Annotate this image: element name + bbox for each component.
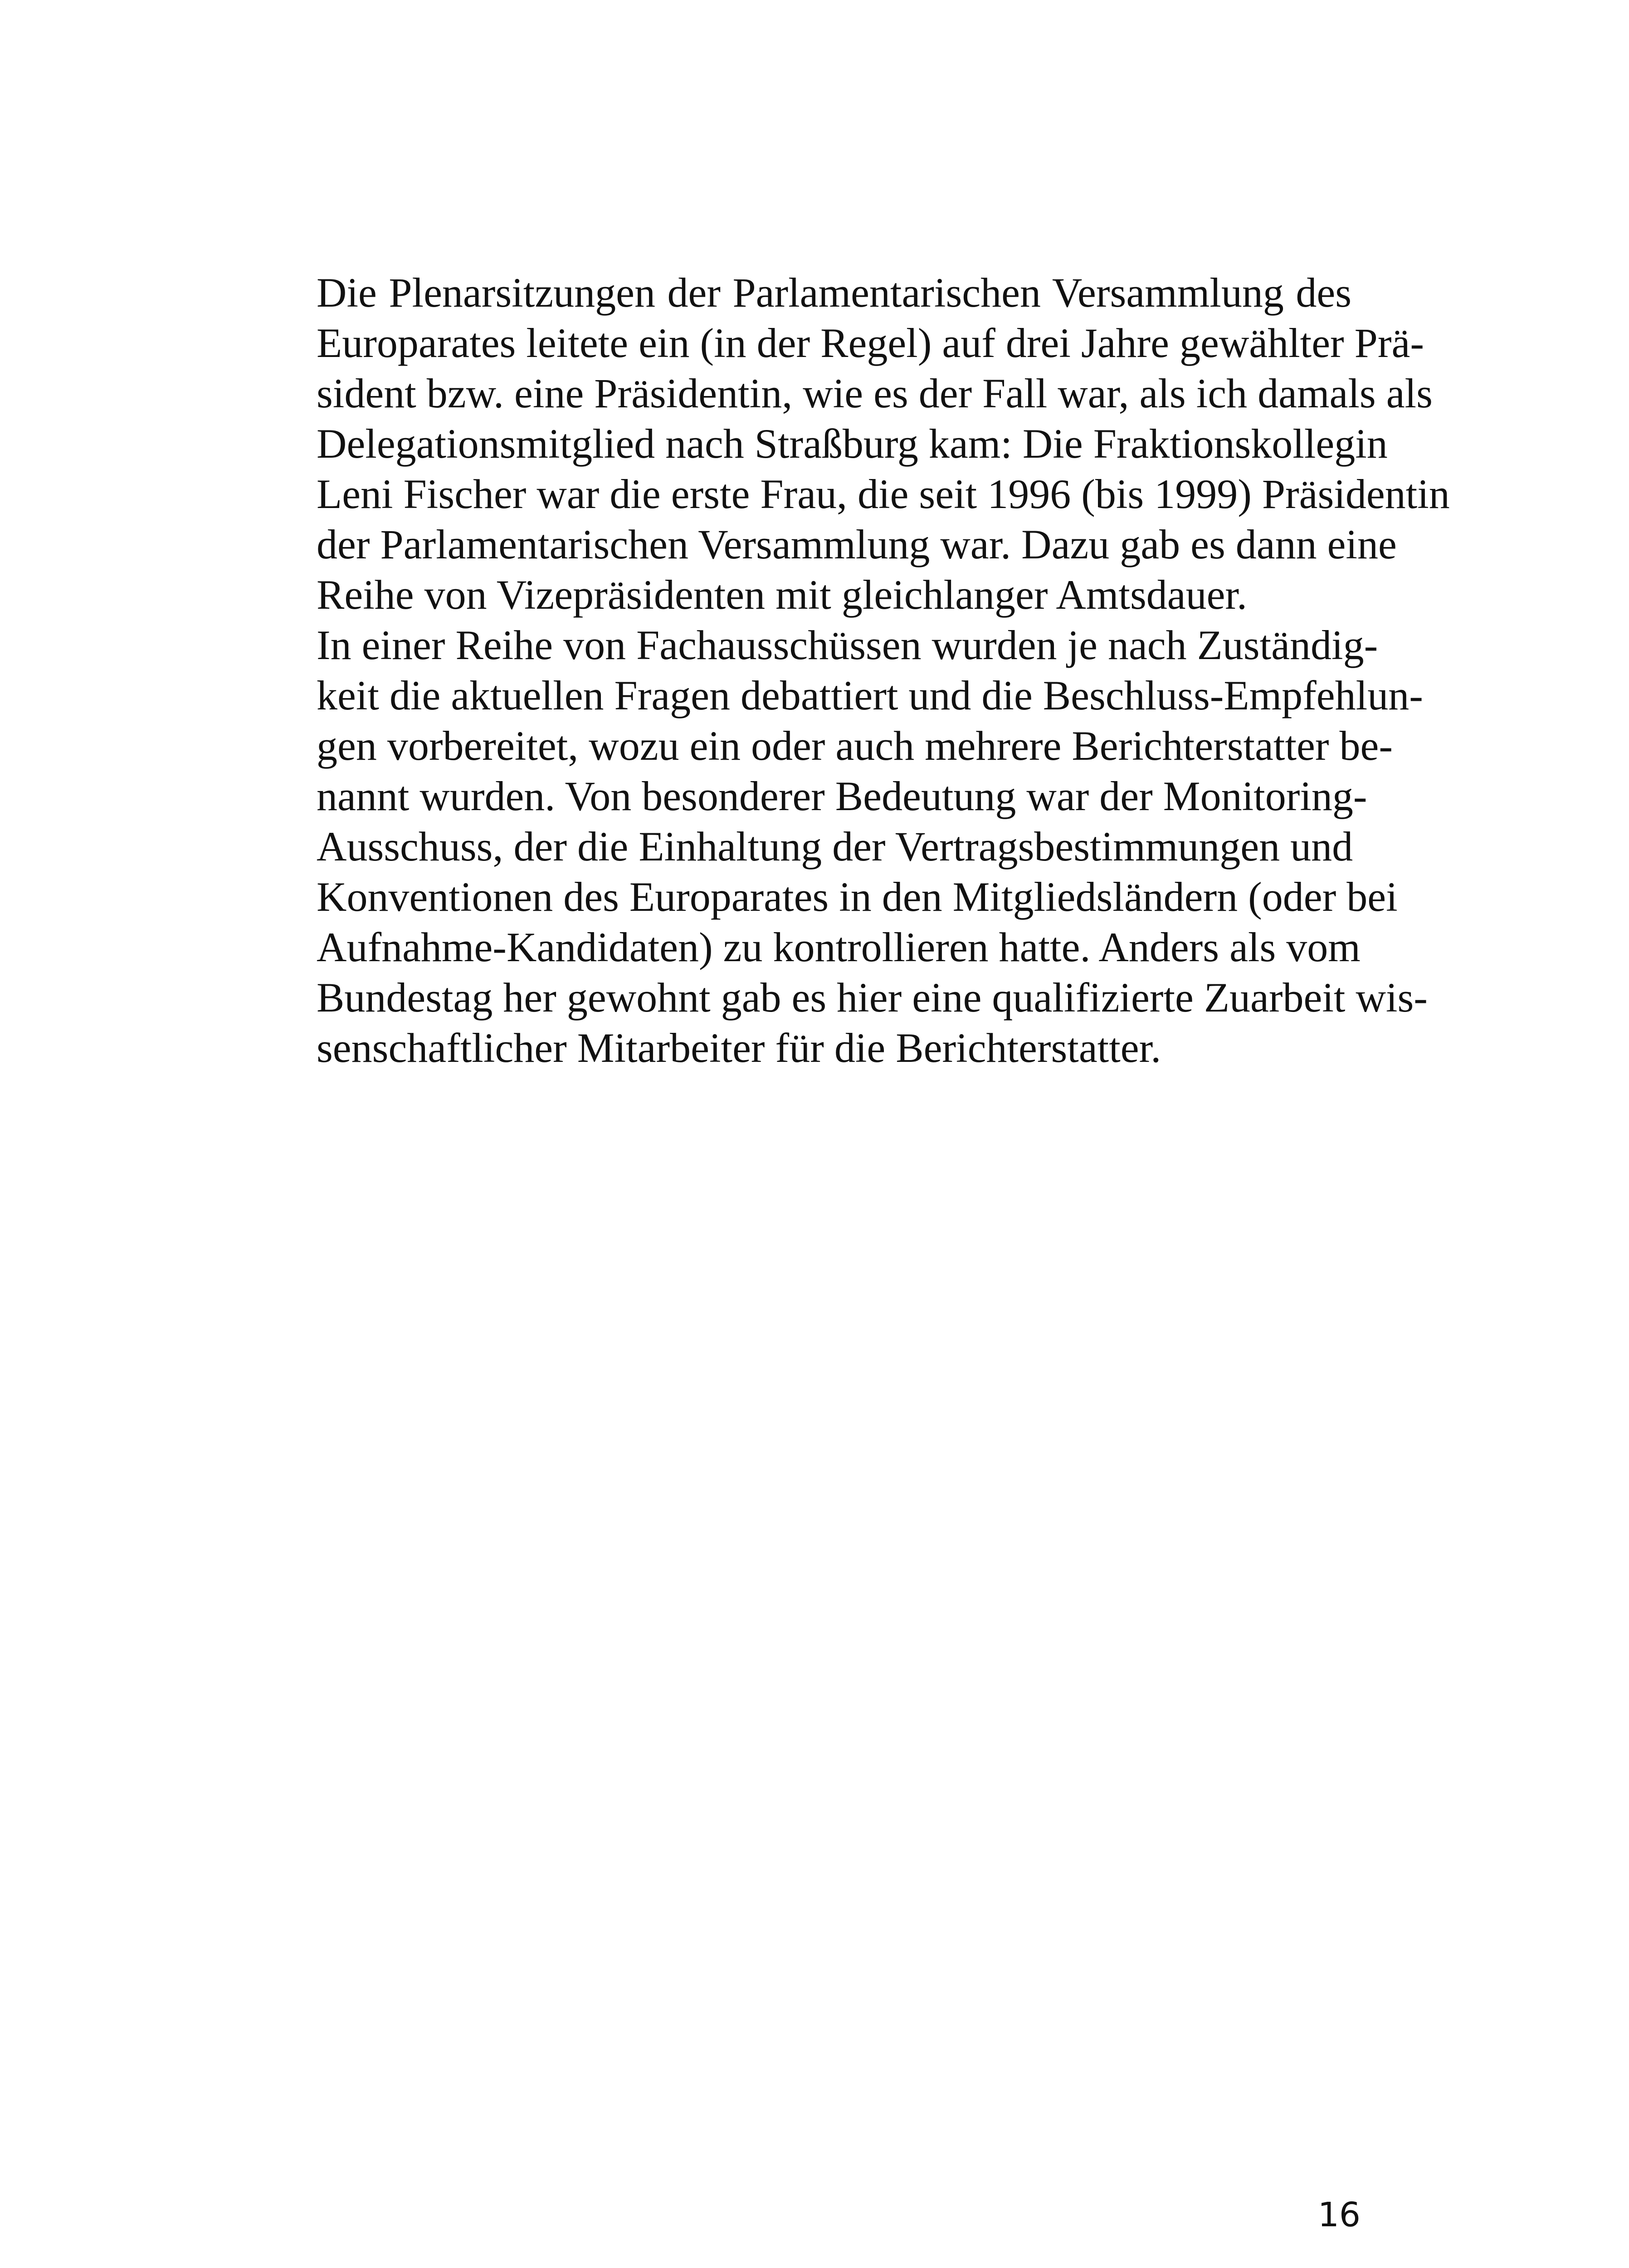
text-line: Bundestag her gewohnt gab es hier eine qualifizierte Zuarbeit wis-	[317, 974, 1428, 1021]
page-number: 16	[1317, 2195, 1361, 2234]
text-line: keit die aktuellen Fragen debattiert und die Beschluss-Empfehlun-	[317, 672, 1423, 719]
text-line: senschaftlicher Mitarbeiter für die Berichterstatter.	[317, 1025, 1161, 1071]
text-line: gen vorbereitet, wozu ein oder auch mehrere Berichterstatter be-	[317, 723, 1393, 769]
body-text	[268, 268, 1450, 1073]
text-line: Die Plenarsitzungen der Parlamentarischen Versammlung des	[317, 269, 1351, 316]
text-line: Reihe von Vizepräsidenten mit gleichlanger Amtsdauer.	[317, 572, 1247, 618]
text-line: sident bzw. eine Präsidentin, wie es der Fall war, als ich damals als	[317, 370, 1433, 416]
text-line: In einer Reihe von Fachausschüssen wurden je nach Zuständig-	[317, 622, 1378, 668]
text-line: der Parlamentarischen Versammlung war. Dazu gab es dann eine	[317, 521, 1397, 567]
text-line: Delegationsmitglied nach Straßburg kam: Die Fraktionskollegin	[317, 420, 1388, 467]
text-line: Ausschuss, der die Einhaltung der Vertragsbestimmungen und	[317, 823, 1353, 870]
paragraph-1	[268, 268, 1450, 620]
text-line: Konventionen des Europarates in den Mitgliedsländern (oder bei	[317, 874, 1398, 920]
text-line: Aufnahme-Kandidaten) zu kontrollieren hatte. Anders als vom	[317, 924, 1361, 970]
paragraph-2	[268, 620, 1428, 1073]
text-line: Europarates leitete ein (in der Regel) auf drei Jahre gewählter Prä-	[317, 320, 1424, 366]
text-line: nannt wurden. Von besonderer Bedeutung war der Monitoring-	[317, 773, 1367, 819]
text-line: Leni Fischer war die erste Frau, die seit 1996 (bis 1999) Präsidentin	[317, 471, 1450, 517]
